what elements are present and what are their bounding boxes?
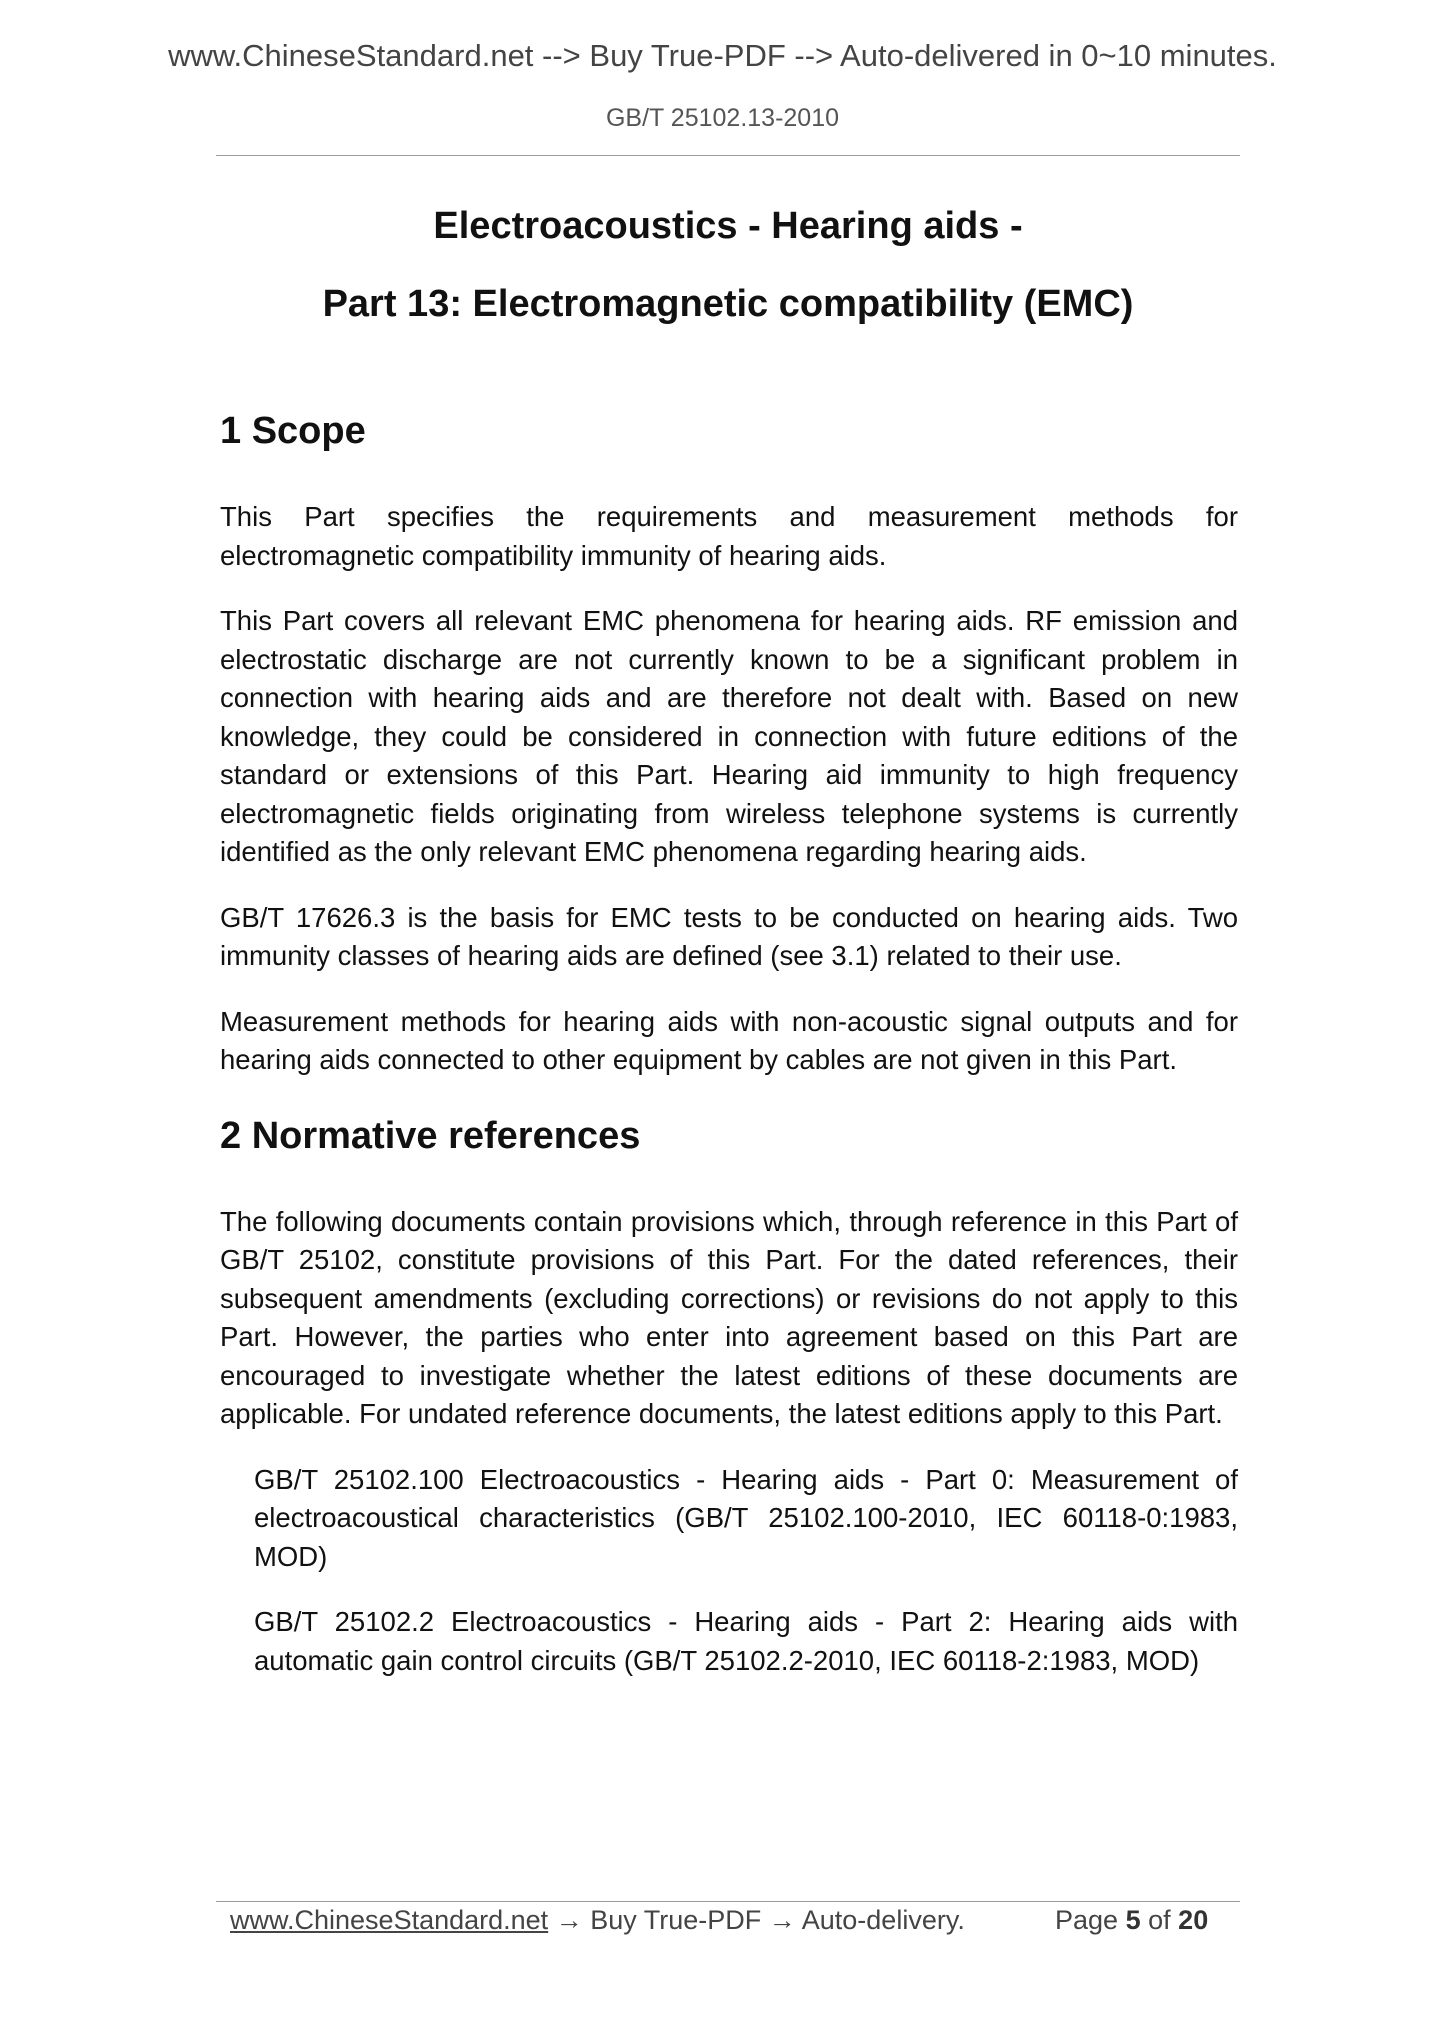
scope-paragraph-1: This Part specifies the requirements and measurement methods for electromagnetic compatibility immunity of hearing aids. <box>220 501 1238 571</box>
of-label: of <box>1148 1905 1171 1935</box>
reference-item-1: GB/T 25102.100 Electroacoustics - Hearing aids - Part 0: Measurement of electroacoustical characteristics (GB/T 25102.100-2010, IEC 60118-0:1983, MOD) <box>254 1463 1238 1572</box>
document-body <box>220 410 1238 1680</box>
footer-site-link[interactable]: www.ChineseStandard.net <box>230 1905 549 1935</box>
header-divider <box>216 155 1240 156</box>
scope-paragraph-2: This Part covers all relevant EMC phenomena for hearing aids. RF emission and electrostatic discharge are not currently known to be a significant problem in connection with hearing aids and are therefore not dealt with. Based on new knowledge, they could be considered in connection with future editions of the standard or extensions of this Part. Hearing aid immunity to high frequency electromagnetic fields originating from wireless telephone systems is currently identified as the only relevant EMC phenomena regarding hearing aids. <box>220 605 1238 867</box>
scope-paragraph-4: Measurement methods for hearing aids with non-acoustic signal outputs and for hearing aids connected to other equipment by cables are not given in this Part. <box>220 1005 1238 1075</box>
page-indicator <box>1055 1905 1208 1936</box>
document-title-line-2: Part 13: Electromagnetic compatibility (EMC) <box>322 283 1134 325</box>
footer-divider <box>216 1901 1240 1902</box>
page-label: Page <box>1055 1905 1119 1935</box>
top-banner: www.ChineseStandard.net --> Buy True-PDF --> Auto-delivered in 0~10 minutes. <box>168 38 1277 73</box>
section-heading-normative-references: 2 Normative references <box>220 1114 641 1157</box>
scope-paragraph-3: GB/T 17626.3 is the basis for EMC tests to be conducted on hearing aids. Two immunity classes of hearing aids are defined (see 3.1) related to their use. <box>220 901 1238 971</box>
page-number: 5 <box>1125 1905 1141 1935</box>
footer-promo <box>230 1905 965 1936</box>
normative-paragraph-1: The following documents contain provisions which, through reference in this Part of GB/T 25102, constitute provisions of this Part. For the dated references, their subsequent amendments (excluding corrections) or revisions do not apply to this Part. However, the parties who enter into agreement based on this Part are encouraged to investigate whether the latest editions of these documents are applicable. For undated reference documents, the latest editions apply to this Part. <box>220 1205 1238 1429</box>
footer-promo-text: → Buy True-PDF → Auto-delivery. <box>555 1905 965 1935</box>
section-heading-scope: 1 Scope <box>220 410 366 452</box>
document-title-line-1: Electroacoustics - Hearing aids - <box>433 205 1023 247</box>
reference-item-2: GB/T 25102.2 Electroacoustics - Hearing aids - Part 2: Hearing aids with automatic gain control circuits (GB/T 25102.2-2010, IEC 60118-2:1983, MOD) <box>254 1606 1238 1676</box>
document-code: GB/T 25102.13-2010 <box>605 104 840 132</box>
total-pages: 20 <box>1178 1905 1209 1935</box>
